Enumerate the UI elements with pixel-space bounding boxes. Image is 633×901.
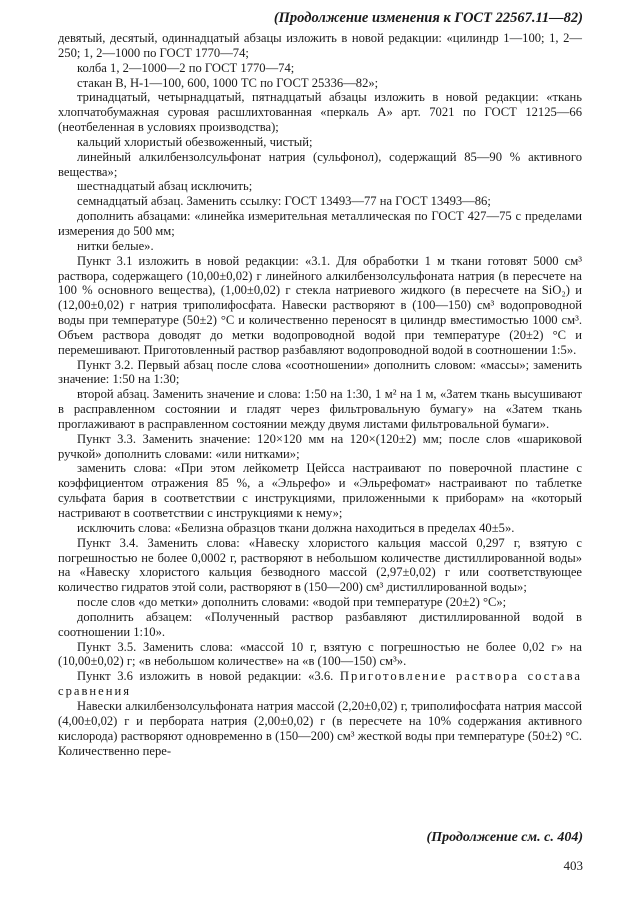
paragraph: Пункт 3.2. Первый абзац после слова «соотношении» дополнить словом: «массы»; заменить значение: 1:50 на 1:30; bbox=[58, 357, 582, 387]
paragraph: колба 1, 2—1000—2 по ГОСТ 1770—74; bbox=[77, 60, 295, 75]
page-number: 403 bbox=[563, 858, 583, 873]
paragraph: кальций хлористый обезвоженный, чистый; bbox=[77, 134, 313, 149]
paragraph: Пункт 3.1 изложить в новой редакции: «3.1. Для обработки 1 м ткани готовят 5000 см³ раствора, содержащего (10,00±0,02) г линейного алкилбензолсульфоната натрия (в пересчете на 100 % основного вещества), (1,00±0,02) г стекла натриевого жидкого (в пересчете на SiO₂) и (12,00±0,02) г натрия триполифосфата. Навески растворяют в (100—150) см³ водопроводной воды при температуре (50±2) °С и количественно переносят в цилиндр вместимостью 1000 см³. Объем раствора доводят до метки водопроводной водой при температуре (20±2) °С и перемешивают. Приготовленный раствор разбавляют водопроводной водой в соотношении 1:5». bbox=[58, 253, 582, 357]
paragraph-last: Навески алкилбензолсульфоната натрия массой (2,20±0,02) г, триполифосфата натрия массой (4,00±0,02) г и пербората натрия (2,00±0,02) г (в пересчете на 10% содержания активного кислорода) растворяют одновременно в (150—200) см³ жесткой воды при температуре (50±2) °С. Количественно пере- bbox=[58, 698, 582, 758]
paragraph: исключить слова: «Белизна образцов ткани должна находиться в пределах 40±5». bbox=[77, 520, 515, 535]
paragraph: шестнадцатый абзац исключить; bbox=[77, 179, 253, 194]
paragraph: линейный алкилбензолсульфонат натрия (сульфонол), содержащий 85—90 % активного вещества»; bbox=[58, 149, 582, 179]
paragraph: Пункт 3.4. Заменить слова: «Навеску хлористого кальция массой 0,297 г, взятую с погрешностью не более 0,0002 г, растворяют в небольшом количестве дистиллированной воды» на «Навеску хлористого кальция безводного массой (2,97±0,02) г или соответствующее количество гидратов этой соли, растворяют в (150—200) см³ дистиллированной воды»; bbox=[58, 535, 582, 595]
paragraph: тринадцатый, четырнадцатый, пятнадцатый абзацы изложить в новой редакции: «ткань хлопчатобумажная суровая расшлихтованная «перкаль А» арт. 7021 по ГОСТ 12125—66 (неотбеленная в условиях производства); bbox=[58, 90, 582, 135]
paragraph: Пункт 3.5. Заменить слова: «массой 10 г, взятую с погрешностью не более 0,02 г» на (10,00±0,02) г; «в небольшом количестве» на «в (100—150) см³». bbox=[58, 639, 582, 669]
body-text bbox=[58, 31, 582, 758]
paragraph: дополнить абзацем: «Полученный раствор разбавляют дистиллированной водой в соотношении 1:10». bbox=[58, 609, 582, 639]
paragraph: нитки белые». bbox=[77, 238, 154, 253]
paragraph-item-3-6 bbox=[58, 669, 582, 699]
continuation-footer: (Продолжение см. с. 404) bbox=[426, 830, 583, 845]
paragraph: семнадцатый абзац. Заменить ссылку: ГОСТ 13493—77 на ГОСТ 13493—86; bbox=[77, 194, 491, 209]
paragraph: после слов «до метки» дополнить словами: «водой при температуре (20±2) °С»; bbox=[77, 595, 507, 610]
paragraph: дополнить абзацами: «линейка измерительная металлическая по ГОСТ 427—75 с пределами измерения до 500 мм; bbox=[58, 209, 582, 238]
paragraph: второй абзац. Заменить значение и слова: 1:50 на 1:30, 1 м² на 1 м, «Затем ткань высушивают в расправленном состоянии и гладят через фильтровальную бумагу» на «Затем ткань проглаживают в расправленном состоянии между двумя листами фильтровальной бумаги». bbox=[58, 387, 582, 431]
continuation-header: (Продолжение изменения к ГОСТ 22567.11—82) bbox=[273, 10, 583, 26]
paragraph: Пункт 3.3. Заменить значение: 120×120 мм на 120×(120±2) мм; после слов «шариковой ручкой» дополнить словами: «или нитками»; bbox=[58, 431, 582, 461]
paragraph: стакан В, Н-1—100, 600, 1000 ТС по ГОСТ 25336—82»; bbox=[77, 75, 379, 90]
paragraph: девятый, десятый, одиннадцатый абзацы изложить в новой редакции: «цилиндр 1—100; 1, 2—250; 1, 2—1000 по ГОСТ 1770—74; bbox=[58, 31, 582, 60]
paragraph: заменить слова: «При этом лейкометр Цейсса настраивают по поверочной пластине с коэффициентом отражения 85 %, а «Эльрефо» и «Эльрефомат» настраивают по таблетке сульфата бария в соответствии с инструкциями, приложенными к приборам» на «который настривают в соответствии с инструкциями к нему»; bbox=[58, 461, 582, 520]
item-3-6-spaced-title: Приготовление раствора состава сравнения bbox=[58, 669, 582, 699]
item-3-6-lead: Пункт 3.6 изложить в новой редакции: «3.6. bbox=[77, 669, 334, 684]
